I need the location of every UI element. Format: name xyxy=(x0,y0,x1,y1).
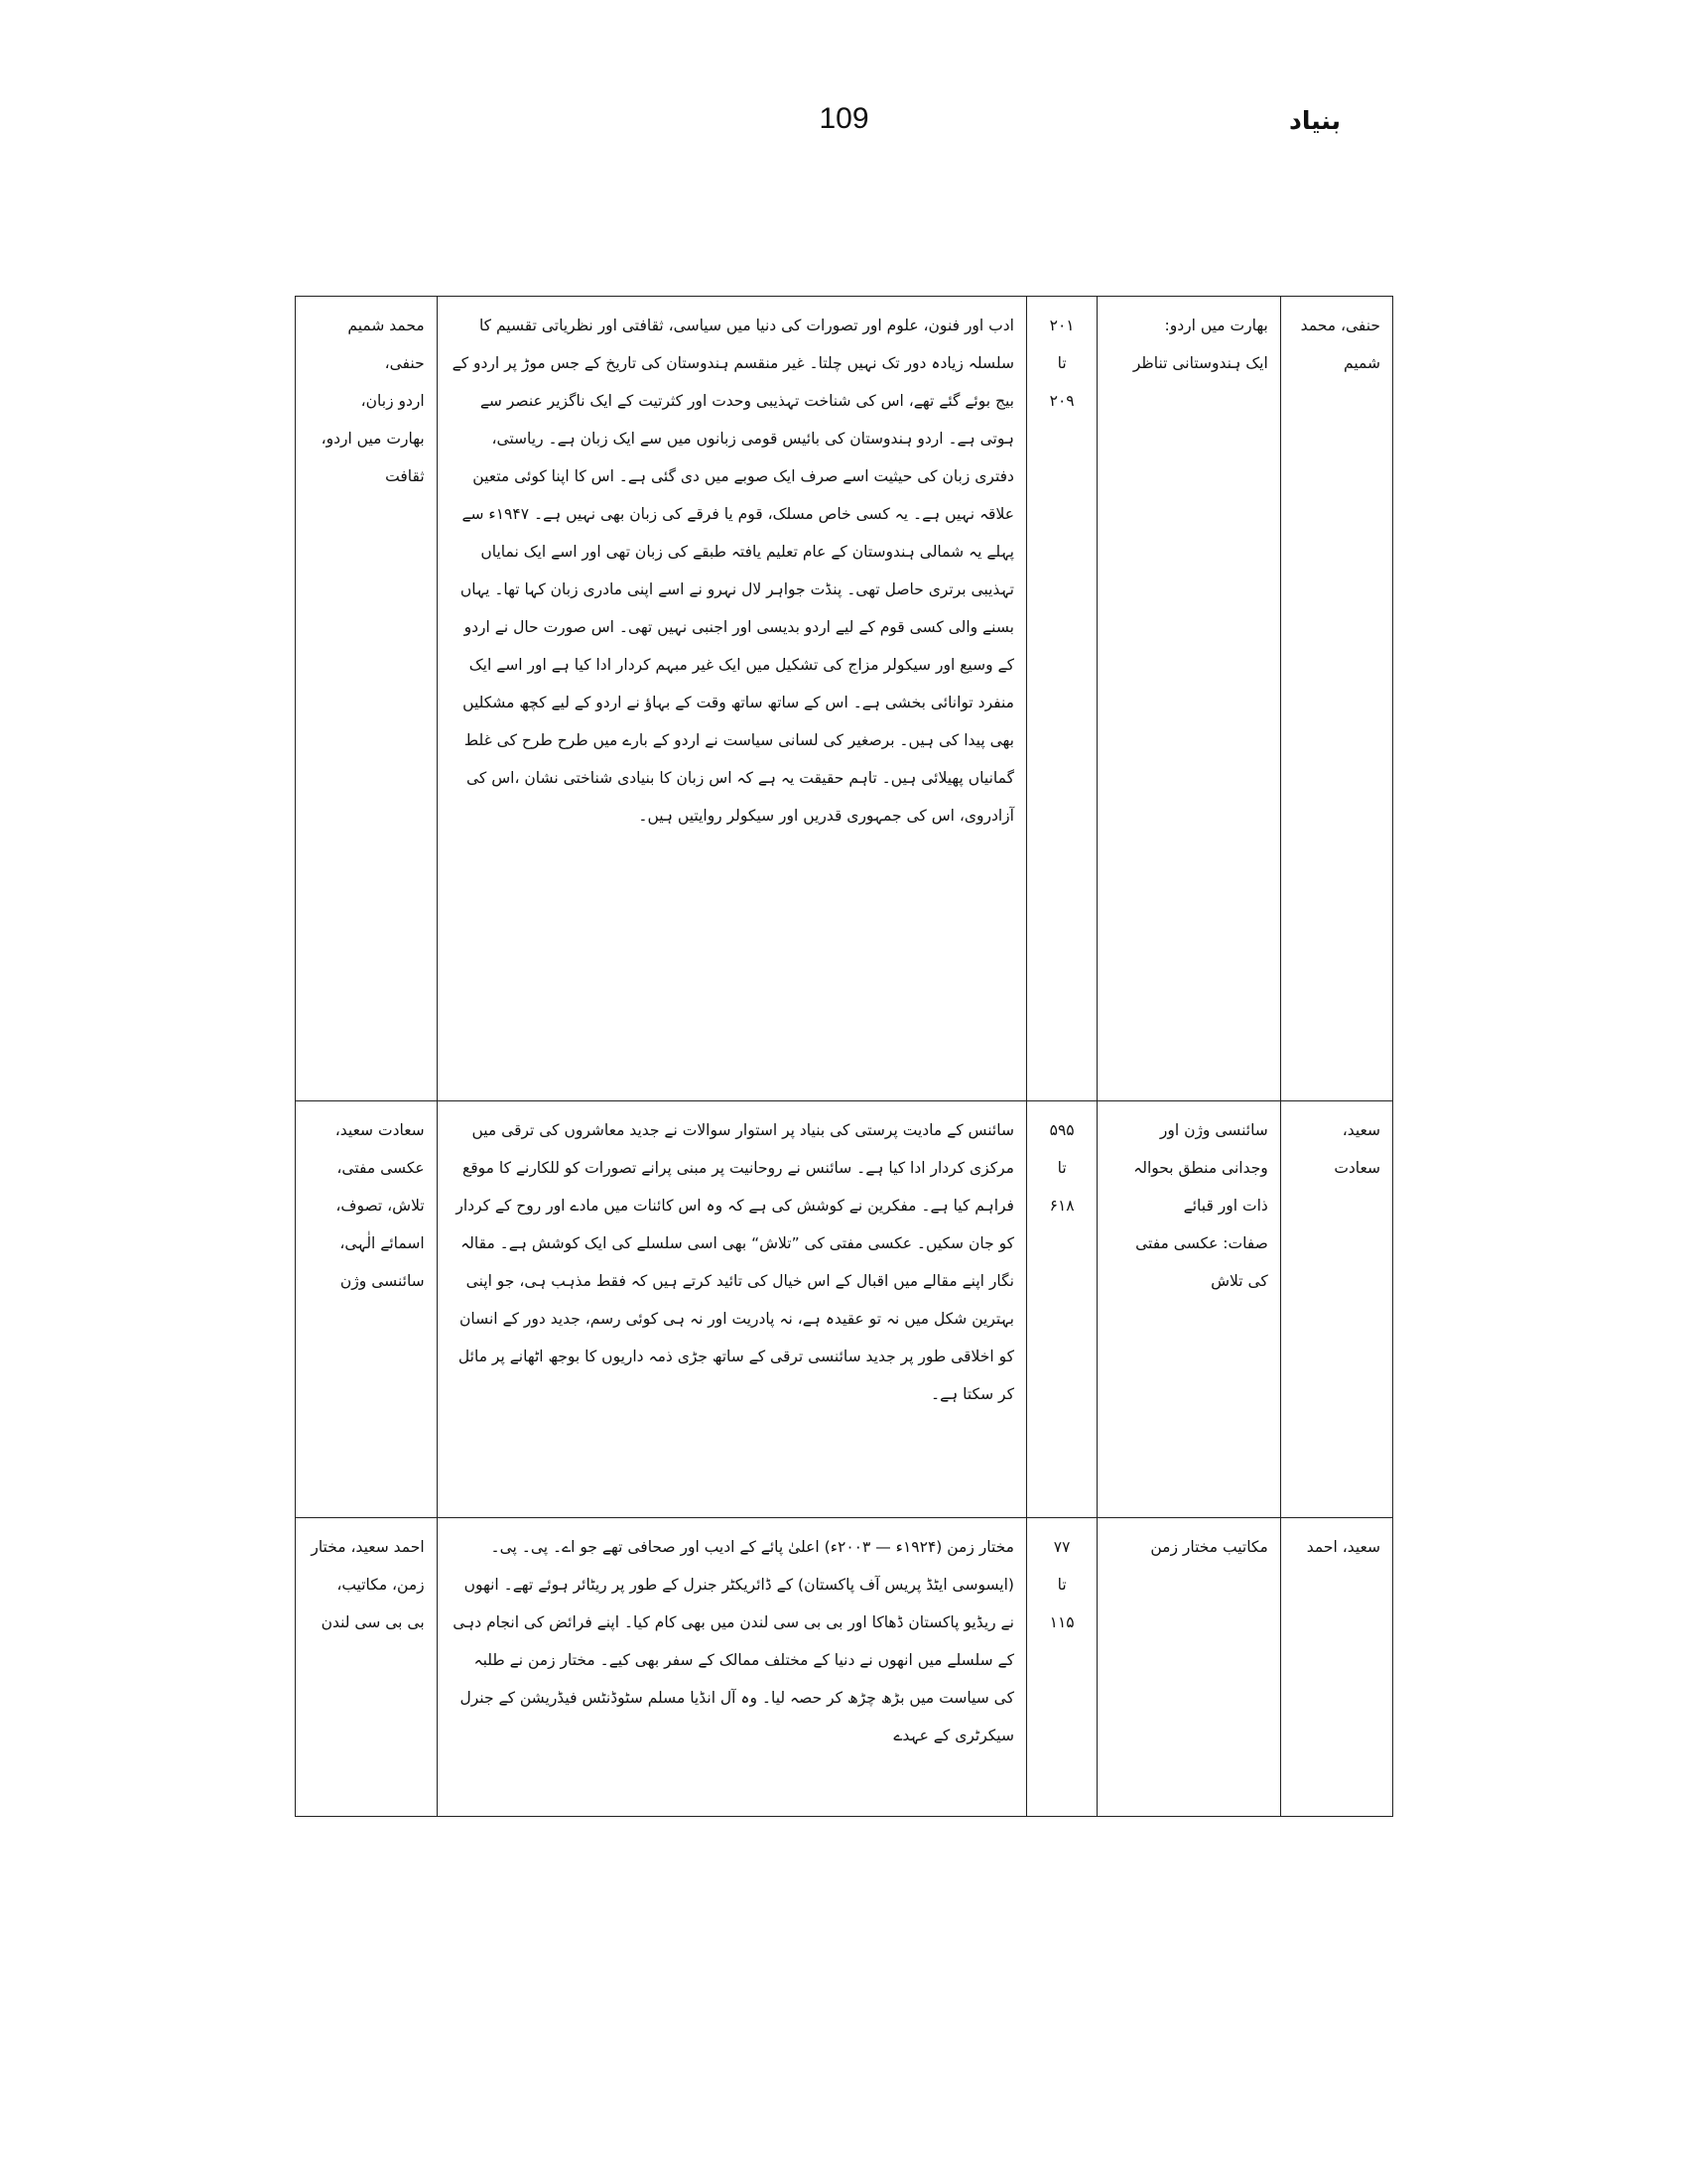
pages-cell xyxy=(1026,297,1097,1101)
keyword: زمن، مکاتیب، xyxy=(336,1576,425,1594)
title-cell xyxy=(1098,297,1281,1101)
keyword: تلاش، تصوف، xyxy=(335,1197,425,1215)
table-row xyxy=(296,297,1393,1101)
keyword: سائنسی وژن xyxy=(339,1272,425,1290)
index-table xyxy=(295,296,1393,1817)
keywords-cell xyxy=(296,1101,438,1518)
page-separator: تا xyxy=(1057,1576,1067,1594)
author-cell: سعید، سعادت xyxy=(1280,1101,1392,1518)
pages-cell xyxy=(1026,1518,1097,1817)
keyword: محمد شمیم حنفی، xyxy=(347,317,425,372)
page-start: ۷۷ xyxy=(1053,1538,1071,1556)
keyword: اسمائے الٰہی، xyxy=(339,1234,425,1252)
author-cell: سعید، احمد xyxy=(1280,1518,1392,1817)
journal-name: بنیاد xyxy=(1288,106,1341,135)
page-separator: تا xyxy=(1057,1159,1067,1177)
keyword: ثقافت xyxy=(385,467,425,485)
keyword: سعادت سعید، xyxy=(334,1121,425,1139)
keyword: بھارت میں اردو، xyxy=(321,430,425,448)
title-line: صفات: عکسی مفتی xyxy=(1135,1234,1268,1252)
page-start: ۲۰۱ xyxy=(1049,317,1075,334)
table-row xyxy=(296,1101,1393,1518)
title-line: کی تلاش xyxy=(1211,1272,1268,1290)
table-row xyxy=(296,1518,1393,1817)
title-line: ذات اور قبائے xyxy=(1183,1197,1268,1215)
page-header xyxy=(0,0,1688,198)
title-line: سائنسی وژن اور xyxy=(1159,1121,1268,1139)
keyword: احمد سعید، مختار xyxy=(311,1538,425,1556)
keywords-cell xyxy=(296,297,438,1101)
summary-cell: ادب اور فنون، علوم اور تصورات کی دنیا میں سیاسی، ثقافتی اور نظریاتی تقسیم کا سلسلہ زیادہ دور تک نہیں چلتا۔ غیر منقسم ہندوستان کی تاریخ کے جس موڑ پر اردو کے بیج بوئے گئے تھے، اس کی شناخت تہذیبی وحدت اور کثرتیت کے ایک ناگزیر عنصر سے ہوتی ہے۔ اردو ہندوستان کی بائیس قومی زبانوں میں سے ایک زبان ہے۔ ریاستی، دفتری زبان کی حیثیت اسے صرف ایک صوبے میں دی گئی ہے۔ اس کا اپنا کوئی متعین علاقہ نہیں ہے۔ یہ کسی خاص مسلک، قوم یا فرقے کی زبان بھی نہیں ہے۔ ۱۹۴۷ء سے پہلے یہ شمالی ہندوستان کے عام تعلیم یافتہ طبقے کی زبان تھی اور اسے ایک نمایاں تہذیبی برتری حاصل تھی۔ پنڈت جواہر لال نہرو نے اسے اپنی مادری زبان کہا تھا۔ یہاں بسنے والی کسی قوم کے لیے اردو بدیسی اور اجنبی نہیں تھی۔ اس صورت حال نے اردو کے وسیع اور سیکولر مزاج کی تشکیل میں ایک غیر مبہم کردار ادا کیا ہے اور اسے ایک منفرد توانائی بخشی ہے۔ اس کے ساتھ ساتھ وقت کے بہاؤ نے اردو کے لیے کچھ مشکلیں بھی پیدا کی ہیں۔ برصغیر کی لسانی سیاست نے اردو کے بارے میں طرح طرح کی غلط گمانیاں پھیلائی ہیں۔ تاہم حقیقت یہ ہے کہ اس زبان کا بنیادی شناختی نشان ،اس کی آزادروی، اس کی جمہوری قدریں اور سیکولر روایتیں ہیں۔ xyxy=(437,297,1026,1101)
keyword: عکسی مفتی، xyxy=(336,1159,425,1177)
title-cell xyxy=(1098,1518,1281,1817)
page-end: ۲۰۹ xyxy=(1049,392,1075,410)
keywords-cell xyxy=(296,1518,438,1817)
title-line: بھارت میں اردو: xyxy=(1164,317,1268,334)
title-line: وجدانی منطق بحوالہ xyxy=(1133,1159,1268,1177)
page-separator: تا xyxy=(1057,354,1067,372)
author-cell: حنفی، محمد شمیم xyxy=(1280,297,1392,1101)
title-cell xyxy=(1098,1101,1281,1518)
title-line: ایک ہندوستانی تناظر xyxy=(1132,354,1268,372)
keyword: بی بی سی لندن xyxy=(321,1613,425,1631)
title-line: مکاتیب مختار زمن xyxy=(1150,1538,1268,1556)
page-end: ۱۱۵ xyxy=(1049,1613,1075,1631)
summary-cell: مختار زمن (۱۹۲۴ء — ۲۰۰۳ء) اعلیٰ پائے کے ادیب اور صحافی تھے جو اے۔ پی۔ پی۔ (ایسوسی ایٹڈ پریس آف پاکستان) کے ڈائریکٹر جنرل کے طور پر ریٹائر ہوئے تھے۔ انھوں نے ریڈیو پاکستان ڈھاکا اور بی بی سی لندن میں بھی کام کیا۔ اپنے فرائض کی انجام دہی کے سلسلے میں انھوں نے دنیا کے مختلف ممالک کے سفر بھی کیے۔ مختار زمن نے طلبہ کی سیاست میں بڑھ چڑھ کر حصہ لیا۔ وہ آل انڈیا مسلم سٹوڈنٹس فیڈریشن کے جنرل سیکرٹری کے عہدے xyxy=(437,1518,1026,1817)
page-number: 109 xyxy=(819,102,869,135)
page-end: ۶۱۸ xyxy=(1049,1197,1075,1215)
page-start: ۵۹۵ xyxy=(1049,1121,1075,1139)
keyword: اردو زبان، xyxy=(360,392,425,410)
summary-cell: سائنس کے مادیت پرستی کی بنیاد پر استوار سوالات نے جدید معاشروں کی ترقی میں مرکزی کردار ادا کیا ہے۔ سائنس نے روحانیت پر مبنی پرانے تصورات کو للکارنے کا موقع فراہم کیا ہے۔ مفکرین نے کوشش کی ہے کہ وہ اس کائنات میں مادے اور روح کے کردار کو جان سکیں۔ عکسی مفتی کی ”تلاش“ بھی اسی سلسلے کی ایک کوشش ہے۔ مقالہ نگار اپنے مقالے میں اقبال کے اس خیال کی تائید کرتے ہیں کہ فقط مذہب ہی، جو اپنی بہترین شکل میں نہ تو عقیدہ ہے، نہ پادریت اور نہ ہی کوئی رسم، جدید دور کے انسان کو اخلاقی طور پر جدید سائنسی ترقی کے ساتھ جڑی ذمہ داریوں کا بوجھ اٹھانے پر مائل کر سکتا ہے۔ xyxy=(437,1101,1026,1518)
pages-cell xyxy=(1026,1101,1097,1518)
